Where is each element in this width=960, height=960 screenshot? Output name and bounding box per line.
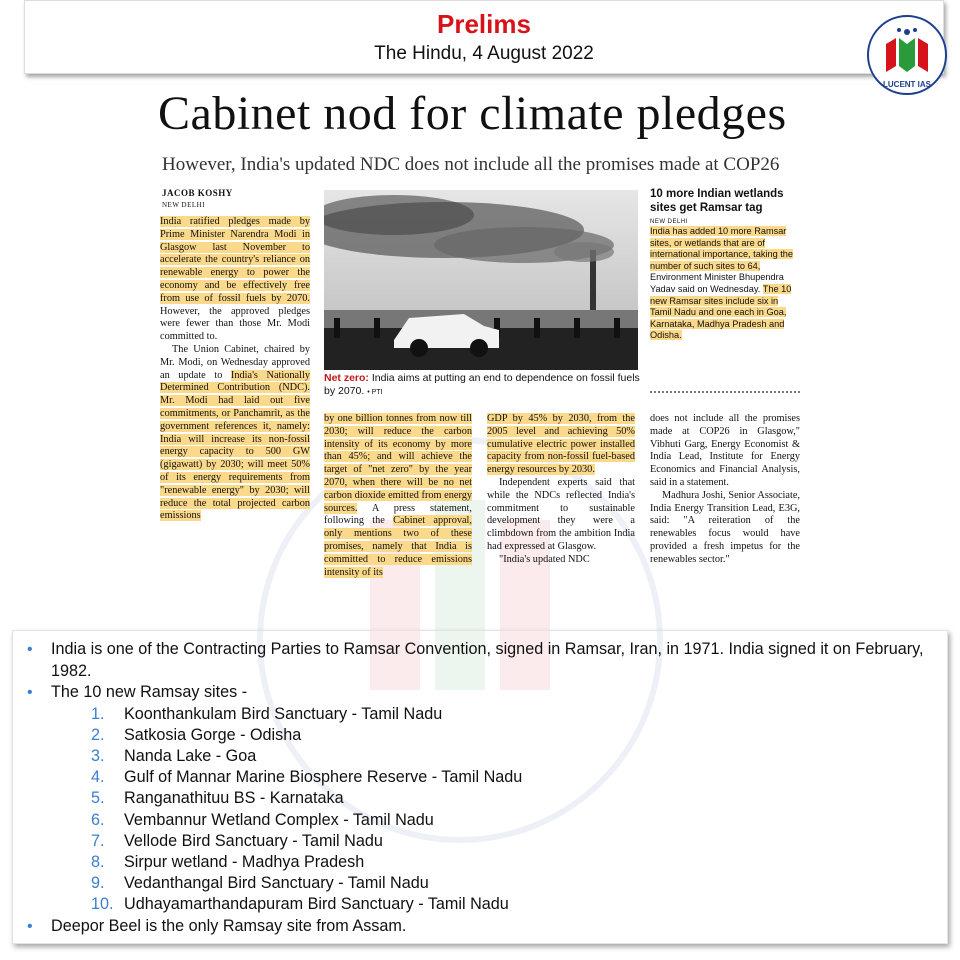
logo-text: LUCENT IAS xyxy=(883,80,931,89)
highlight-text: GDP by 45% by 2030, from the 2005 level and achieving 50% cumulative electric power installed capacity from non-fossil fuel-based energy resources by 2030. xyxy=(487,413,635,476)
caption-label: Net zero: xyxy=(324,372,369,384)
sidebar-dateline: NEW DELHI xyxy=(650,219,688,225)
highlight-text: by one billion tonnes from now till 2030; will reduce the carbon intensity of its economy by more than 45%; and will achieve the target of "net zero" by the year 2070, when there will be no net carbon dioxide emitted from energy sources. xyxy=(324,413,472,514)
list-item: 1. Koonthankulam Bird Sanctuary - Tamil Nadu xyxy=(91,704,443,723)
sidebar-title: 10 more Indian wetlands sites get Ramsar tag xyxy=(650,188,784,214)
article-dek: However, India's updated NDC does not include all the promises made at COP26 xyxy=(162,154,780,175)
body-text: "India's updated NDC xyxy=(499,553,590,565)
highlight-text: India ratified pledges made by Prime Minister Narendra Modi in Glasgow last November to accelerate the country's reliance on renewable energy to power the economy and be effectively free from use of fossil fuels by 2070. xyxy=(160,216,310,304)
caption-credit: • PTI xyxy=(367,389,383,396)
highlight-text: India has added 10 more Ramsar sites, or wetlands that are of international importance, taking the number of such sites to 64, xyxy=(650,226,794,271)
caption-text: India aims at putting an end to dependence on fossil fuels by 2070. xyxy=(324,372,640,397)
header-title: Prelims xyxy=(437,9,531,39)
list-item: 9. Vedanthangal Bird Sanctuary - Tamil Nadu xyxy=(91,874,429,893)
article-dateline: NEW DELHI xyxy=(162,201,206,209)
ramsar-sites-list xyxy=(13,704,947,916)
note-bullet: • Deepor Beel is the only Ramsay site from Assam. xyxy=(13,916,947,938)
article-column-3 xyxy=(487,413,635,567)
notes-box xyxy=(12,630,948,944)
body-text: However, the approved pledges were fewer than those Mr. Modi committed to. xyxy=(160,305,310,343)
photo-caption xyxy=(324,372,640,399)
sidebar-divider xyxy=(650,391,800,393)
list-item: 2. Satkosia Gorge - Odisha xyxy=(91,725,302,744)
list-item: 5. Ranganathituu BS - Karnataka xyxy=(91,789,344,808)
highlight-text: India's Nationally Determined Contribution (NDC). Mr. Modi had laid out five commitments, or Panchamrit, as the government references it, namely: India will increase its non-fossil energy capacity to 500 GW (gigawatt) by 2030; will meet 50% of its energy requirements from "renewable energy" by 2030; will reduce the total projected carbon emissions xyxy=(160,369,310,522)
article-byline: JACOB KOSHY xyxy=(162,188,233,198)
article-photo xyxy=(324,190,638,370)
list-item: 6. Vembannur Wetland Complex - Tamil Nadu xyxy=(91,810,434,829)
article-headline: Cabinet nod for climate pledges xyxy=(158,87,787,140)
note-bullet: • The 10 new Ramsay sites - xyxy=(13,682,947,704)
sidebar-box xyxy=(650,188,800,342)
sidebar-text xyxy=(650,226,800,342)
body-text: The Union Cabinet, chaired by Mr. Modi, on Wednesday approved an update to xyxy=(160,343,310,381)
highlight-text: Cabinet approval, only mentions two of these promises, namely that India is committed to reduce emissions intensity of its xyxy=(324,515,472,578)
body-text: Madhura Joshi, Senior Associate, India Energy Transition Lead, E3G, said: "A reiteration of the renewables focus would have provided a fresh impetus for the renewables sector." xyxy=(650,489,800,565)
body-text: Independent experts said that while the NDCs reflected India's commitment to sustainable development they were a climbdown from the ambition India had expressed at Glasgow. xyxy=(487,476,635,552)
list-item: 7. Vellode Bird Sanctuary - Tamil Nadu xyxy=(91,831,383,850)
highlight-text: The 10 new Ramsar sites include six in Tamil Nadu and one each in Goa, Karnataka, Madhya Pradesh and Odisha. xyxy=(650,283,792,341)
body-text: Environment Minister Bhupendra Yadav said on Wednesday. xyxy=(650,272,784,294)
article-column-1 xyxy=(160,216,310,523)
note-bullet: • India is one of the Contracting Parties to Ramsar Convention, signed in Ramsar, Iran, in 1971. India signed it on February, 1982. xyxy=(13,639,947,682)
header-banner xyxy=(24,0,944,74)
newspaper-clipping xyxy=(150,80,810,610)
list-item: 3. Nanda Lake - Goa xyxy=(91,746,257,765)
header-subtitle: The Hindu, 4 August 2022 xyxy=(374,43,594,64)
body-text: A press statement, following the xyxy=(324,502,472,527)
list-item: 4. Gulf of Mannar Marine Biosphere Reserve - Tamil Nadu xyxy=(91,768,523,787)
article-column-4 xyxy=(650,413,800,567)
list-item: 10. Udhayamarthandapuram Bird Sanctuary - Tamil Nadu xyxy=(91,895,509,914)
article-column-2 xyxy=(324,413,472,579)
lucent-ias-logo xyxy=(866,14,948,96)
body-text: does not include all the promises made at COP26 in Glasgow," Vibhuti Garg, Energy Economist & India Lead, Institute for Energy Economics and Financial Analysis, said in a statement. xyxy=(650,413,800,488)
list-item: 8. Sirpur wetland - Madhya Pradesh xyxy=(91,852,365,871)
